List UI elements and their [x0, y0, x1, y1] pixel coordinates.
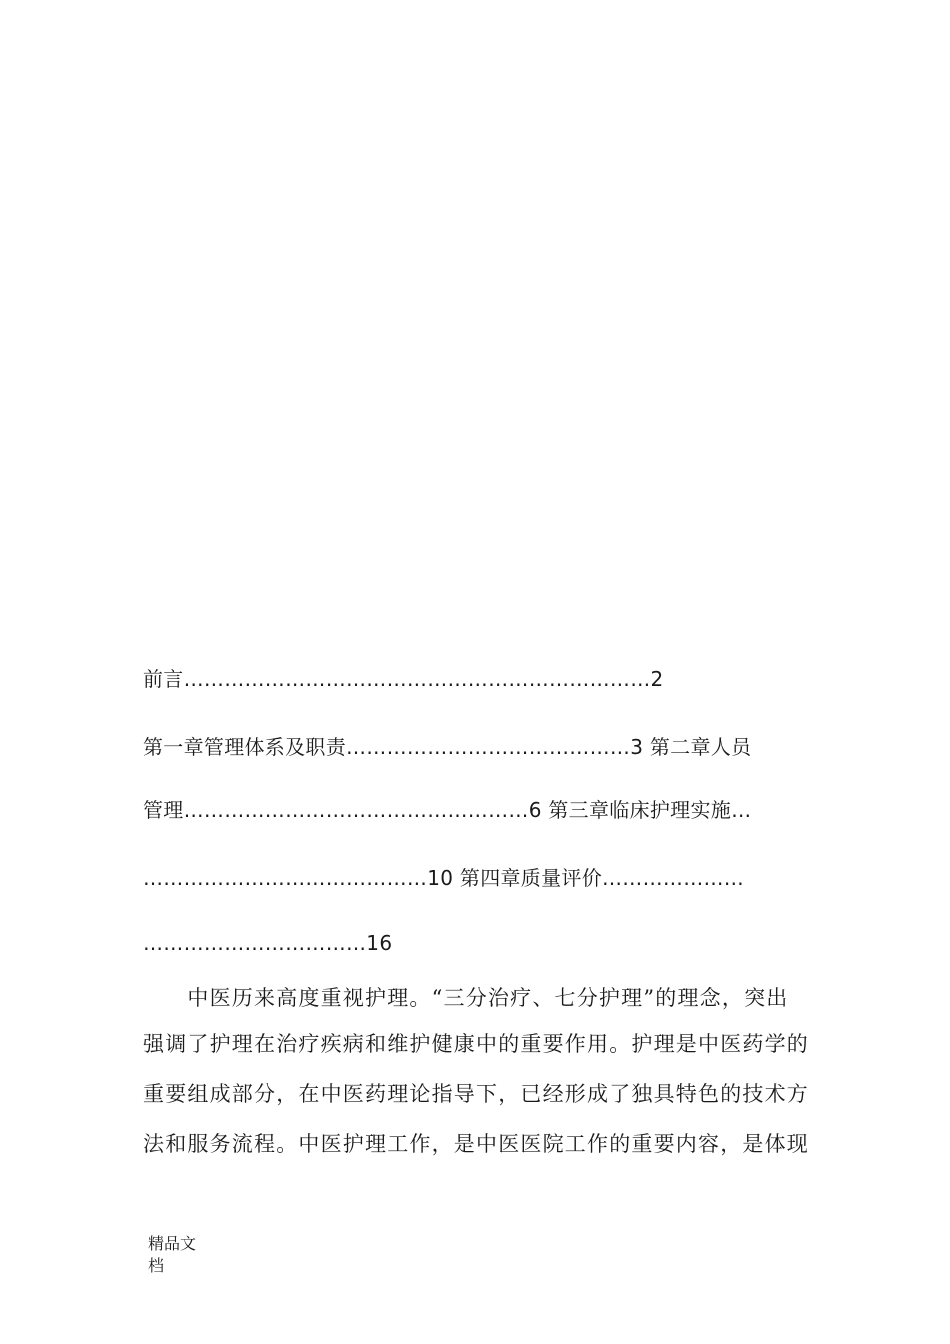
toc-line-chapter-3[interactable]: ……………………………………10 第四章质量评价…………………	[143, 866, 745, 890]
footer-text-line-1: 精品文	[148, 1234, 197, 1253]
toc-line-chapter-4[interactable]: ……………………………16	[143, 931, 393, 955]
footer-text-line-2: 档	[148, 1256, 165, 1275]
footer-watermark	[148, 1233, 208, 1277]
body-text-line: 强调了护理在治疗疾病和维护健康中的重要作用。护理是中医药学的	[143, 1032, 809, 1056]
toc-line-chapter-1[interactable]: 第一章管理体系及职责……………………………………3 第二章人员	[143, 735, 752, 759]
toc-line-chapter-2[interactable]: 管理……………………………………………6 第三章临床护理实施…	[143, 798, 752, 822]
body-text-line: 法和服务流程。中医护理工作，是中医医院工作的重要内容，是体现	[143, 1132, 809, 1156]
body-text-line: 重要组成部分，在中医药理论指导下，已经形成了独具特色的技术方	[143, 1082, 809, 1106]
toc-line-preface[interactable]: 前言……………………………………………………………2	[143, 667, 664, 691]
body-text-line: 中医历来高度重视护理。“三分治疗、七分护理”的理念，突出	[143, 986, 789, 1010]
